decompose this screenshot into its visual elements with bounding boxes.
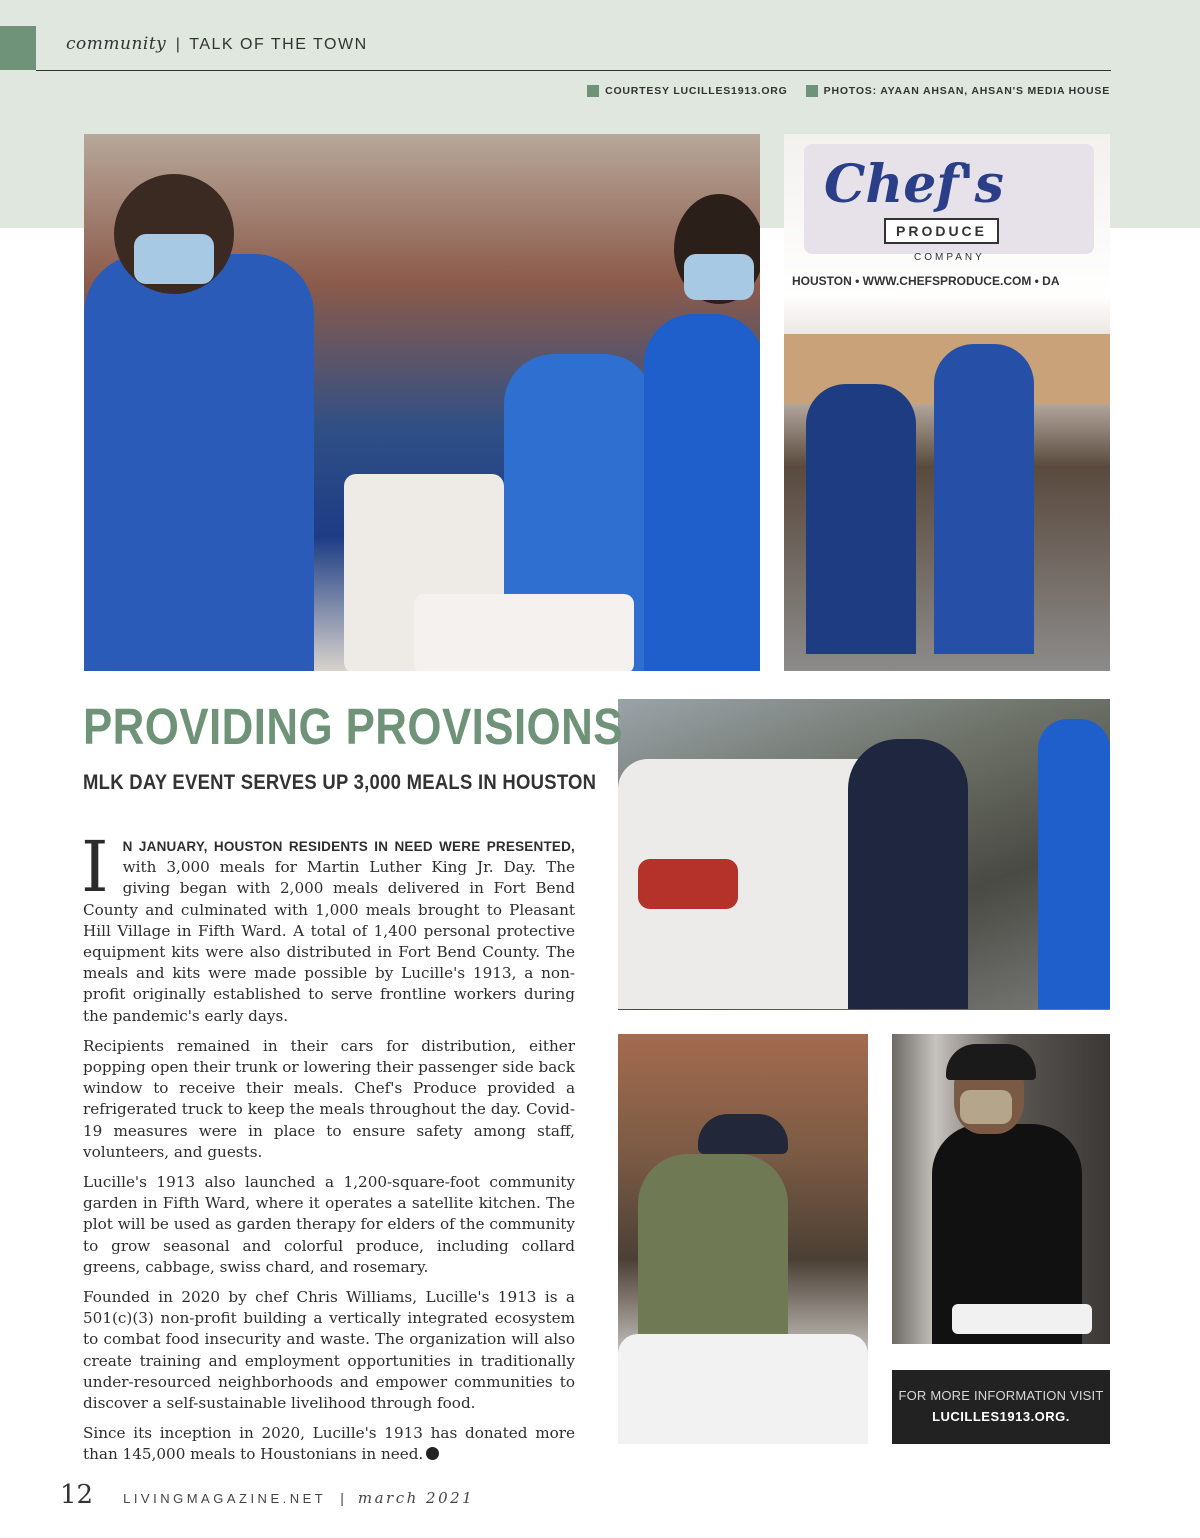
- info-box-link[interactable]: LUCILLES1913.ORG.: [932, 1409, 1070, 1424]
- meal-bag: [414, 594, 634, 671]
- end-mark-icon: [426, 1447, 439, 1460]
- photo-car-trunk-delivery: [618, 699, 1110, 1010]
- credit-text: COURTESY LUCILLES1913.ORG: [605, 85, 788, 97]
- volunteer-figure: [848, 739, 968, 1009]
- section-name: community: [66, 34, 167, 54]
- credit-item: [806, 85, 1110, 97]
- credit-text: PHOTOS: AYAAN AHSAN, AHSAN'S MEDIA HOUSE: [823, 85, 1110, 97]
- truck-company-label: COMPANY: [914, 252, 985, 263]
- page-number: 12: [60, 1480, 94, 1510]
- footer-site: LIVINGMAGAZINE.NET: [123, 1491, 327, 1506]
- meal-bags: [618, 1334, 868, 1444]
- article-subhead: MLK DAY EVENT SERVES UP 3,000 MEALS IN HOUSTON: [83, 771, 597, 794]
- section-tab-marker: [0, 26, 36, 70]
- drop-cap: I: [81, 826, 109, 908]
- standing-man: [806, 384, 916, 654]
- paragraph: Founded in 2020 by chef Chris Williams, Lucille's 1913 is a 501(c)(3) non-profit building a vertically integrated ecosystem to combat food insecurity and waste. The organization will also create training and employment opportunities in traditionally under-resourced neighborhoods and empower communities to discover a self-sustainable livelihood through food.: [83, 1288, 575, 1413]
- info-box: [892, 1370, 1110, 1444]
- truck-produce-label: PRODUCE: [884, 218, 999, 244]
- face-mask: [684, 254, 754, 300]
- info-box-label: FOR MORE INFORMATION VISIT: [898, 1388, 1104, 1403]
- page-footer: [60, 1480, 474, 1510]
- running-header: [66, 34, 368, 54]
- paragraph: [83, 1423, 575, 1465]
- section-topic: TALK OF THE TOWN: [189, 36, 368, 53]
- truck-web-label: HOUSTON • WWW.CHEFSPRODUCE.COM • DA: [792, 274, 1060, 288]
- paragraph: Recipients remained in their cars for distribution, either popping open their trunk or lowering their passenger side back window to receive their meals. Chef's Produce provided a refrigerated truck to keep the meals throughout the day. Covid-19 measures were in place to ensure safety among staff, volunteers, and guests.: [83, 1036, 575, 1161]
- paragraph-text: Since its inception in 2020, Lucille's 1913 has donated more than 145,000 meals to Houstonians in need.: [83, 1424, 575, 1464]
- cap-icon: [698, 1114, 788, 1154]
- credit-square-icon: [587, 85, 599, 97]
- photo-produce-truck: [784, 134, 1110, 671]
- meal-tray: [952, 1304, 1092, 1334]
- paragraph: Lucille's 1913 also launched a 1,200-square-foot community garden in Fifth Ward, where it operates a satellite kitchen. The plot will be used as garden therapy for elders of the community to grow seasonal and colorful produce, including collard greens, cabbage, swiss chard, and rosemary.: [83, 1173, 575, 1276]
- paragraph-text: with 3,000 meals for Martin Luther King Jr. Day. The giving began with 2,000 meals delivered in Fort Bend County and culminated with 1,000 meals brought to Pleasant Hill Village in Fifth Ward. A total of 1,400 personal protective equipment kits were also distributed in Fort Bend County. The meals and kits were made possible by Lucille's 1913, a non-profit originally established to serve frontline workers during the pandemic's early days.: [83, 858, 575, 1025]
- tail-light: [638, 859, 738, 909]
- photo-volunteers-serving: [84, 134, 760, 671]
- footer-separator: |: [340, 1490, 344, 1506]
- photo-credits: [587, 85, 1110, 97]
- paragraph: [81, 826, 575, 1027]
- footer-issue: march 2021: [357, 1489, 475, 1507]
- truck-logo-text: Chef's: [824, 154, 1004, 215]
- article-body: [81, 826, 575, 1475]
- lead-in: N JANUARY, HOUSTON RESIDENTS IN NEED WERE PRESENTED,: [122, 839, 575, 854]
- credit-item: [587, 85, 788, 97]
- credit-square-icon: [806, 85, 818, 97]
- cap-icon: [946, 1044, 1036, 1080]
- volunteer-figure: [84, 254, 314, 671]
- photo-kitchen-chef: [892, 1034, 1110, 1344]
- header-separator: |: [175, 36, 180, 53]
- header-rule: [36, 70, 1111, 71]
- volunteer-figure: [1038, 719, 1110, 1009]
- volunteer-figure: [644, 314, 760, 671]
- photo-chef-packing: [618, 1034, 868, 1444]
- article-headline: PROVIDING PROVISIONS: [83, 698, 623, 755]
- face-mask: [134, 234, 214, 284]
- standing-man: [934, 344, 1034, 654]
- face-mask: [960, 1090, 1012, 1124]
